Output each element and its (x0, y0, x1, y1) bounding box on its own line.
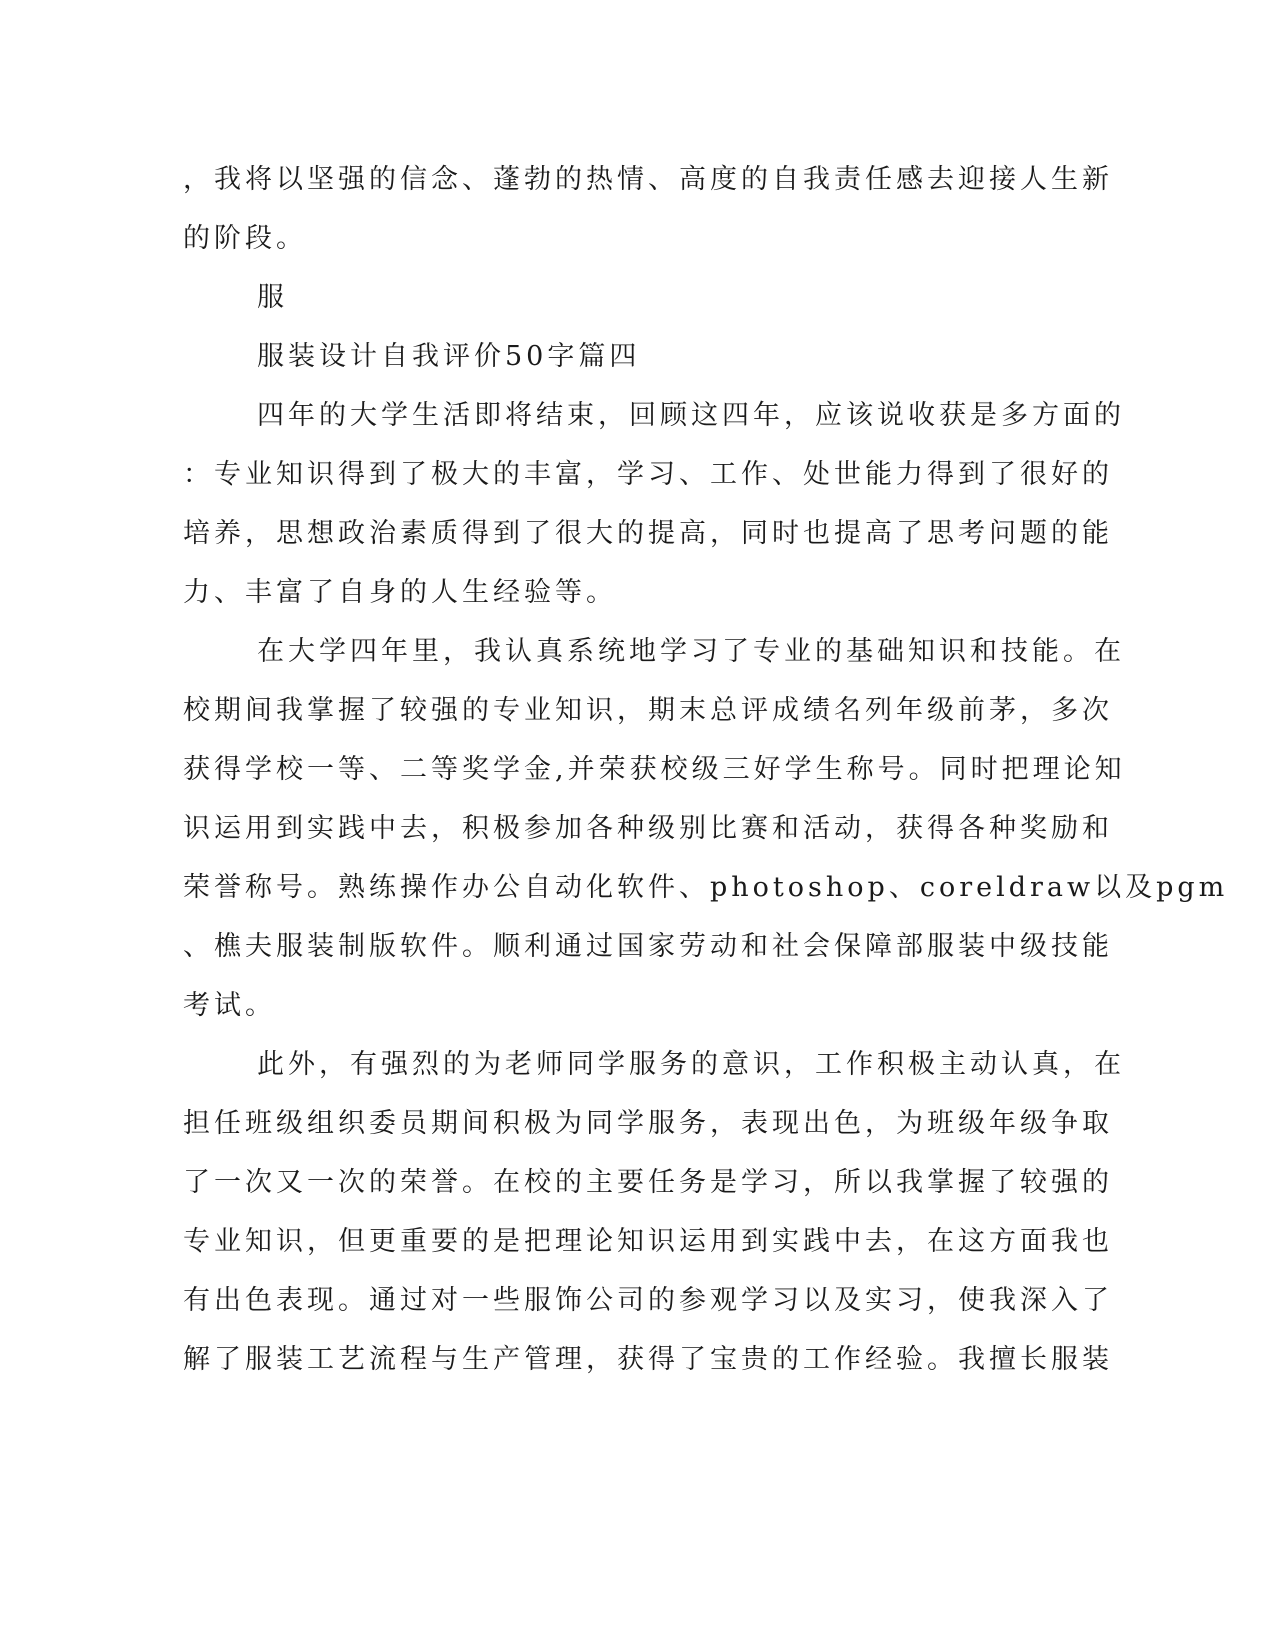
text-line: 、樵夫服装制版软件。顺利通过国家劳动和社会保障部服装中级技能 (183, 931, 1113, 962)
paragraph-start: 此外，有强烈的为老师同学服务的意识，工作积极主动认真，在 (257, 1049, 1125, 1080)
text-line: 培养，思想政治素质得到了很大的提高，同时也提高了思考问题的能 (183, 518, 1113, 549)
text-line: 担任班级组织委员期间积极为同学服务，表现出色，为班级年级争取 (183, 1108, 1113, 1139)
text-line: ，我将以坚强的信念、蓬勃的热情、高度的自我责任感去迎接人生新 (183, 164, 1113, 195)
text-line: 力、丰富了自身的人生经验等。 (183, 577, 617, 608)
text-line: 荣誉称号。熟练操作办公自动化软件、photoshop、coreldraw以及pgm (183, 872, 1229, 903)
text-line: 了一次又一次的荣誉。在校的主要任务是学习，所以我掌握了较强的 (183, 1167, 1113, 1198)
text-line: 获得学校一等、二等奖学金,并荣获校级三好学生称号。同时把理论知 (183, 754, 1126, 785)
section-heading: 服装设计自我评价50字篇四 (257, 341, 641, 372)
paragraph-start: 在大学四年里，我认真系统地学习了专业的基础知识和技能。在 (257, 636, 1125, 667)
text-line: 的阶段。 (183, 223, 307, 254)
text-line: 考试。 (183, 990, 276, 1021)
text-line: 专业知识，但更重要的是把理论知识运用到实践中去，在这方面我也 (183, 1226, 1113, 1257)
text-line: 解了服装工艺流程与生产管理，获得了宝贵的工作经验。我擅长服装 (183, 1344, 1113, 1375)
text-line: 识运用到实践中去，积极参加各种级别比赛和活动，获得各种奖励和 (183, 813, 1113, 844)
text-line: 有出色表现。通过对一些服饰公司的参观学习以及实习，使我深入了 (183, 1285, 1113, 1316)
text-line: 服 (257, 282, 288, 313)
text-line: 校期间我掌握了较强的专业知识，期末总评成绩名列年级前茅，多次 (183, 695, 1113, 726)
text-line: ：专业知识得到了极大的丰富，学习、工作、处世能力得到了很好的 (183, 459, 1113, 490)
paragraph-start: 四年的大学生活即将结束，回顾这四年，应该说收获是多方面的 (257, 400, 1125, 431)
